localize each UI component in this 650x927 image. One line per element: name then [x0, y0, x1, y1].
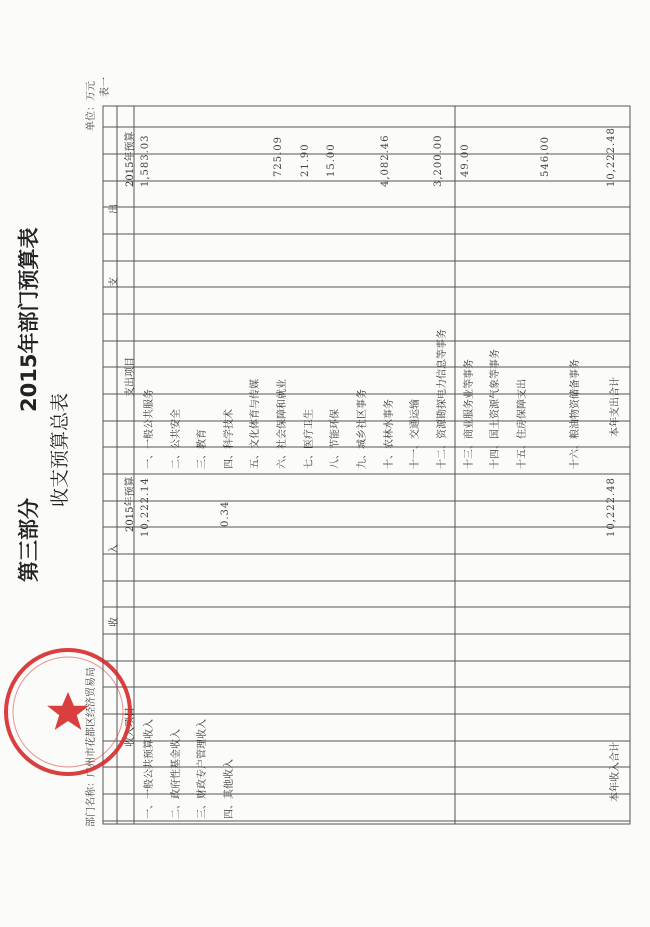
table-number: 表一 [100, 77, 111, 97]
expense-total-label: 本年支出合计 [610, 377, 621, 437]
expense-item-label: 十一、交通运输 [410, 399, 421, 469]
expense-value: 21.90 [300, 143, 311, 177]
income-item-label: 四、其他收入 [224, 759, 235, 819]
expense-item-col-header: 支出项目 [125, 357, 136, 397]
part-heading: 第三部分 [17, 498, 41, 582]
expense-value: 49.00 [460, 143, 471, 177]
expense-item-label: 四、科学技术 [224, 409, 235, 469]
expense-item-label: 十六、粮油物资储备事务 [570, 359, 581, 469]
expense-value: 4,082.46 [380, 134, 391, 187]
income-budget-col-header: 2015年预算 [125, 476, 136, 532]
expense-value: 725.09 [273, 136, 284, 177]
income-value: 0.34 [220, 500, 231, 527]
expense-item-label: 七、医疗卫生 [304, 409, 315, 469]
expense-item-label: 六、社会保障和就业 [277, 379, 288, 469]
expense-item-label: 二、公共安全 [171, 409, 182, 469]
expense-item-label: 三、教育 [197, 429, 208, 469]
income-item-label: 二、政府性基金收入 [171, 729, 182, 819]
expense-value: 3,200.00 [433, 134, 444, 187]
expense-total-value: 10,222.48 [606, 127, 617, 187]
income-total-value: 10,222.48 [606, 477, 617, 537]
expense-item-label: 一、一般公共服务 [144, 389, 155, 469]
expense-item-label: 八、节能环保 [330, 409, 341, 469]
expense-value: 546.00 [540, 136, 551, 177]
department-name: 部门名称：广州市花都区经济贸易局 [86, 667, 97, 827]
expense-item-label: 五、文化体育与传媒 [250, 379, 261, 469]
seal-star-icon [47, 692, 89, 730]
expense-item-label: 十三、商业服务业等事务 [464, 359, 475, 469]
income-value: 10,222.14 [140, 477, 151, 537]
income-item-col-header: 收入项目 [125, 707, 136, 747]
income-group-header: 收 入 [109, 513, 120, 627]
expense-item-label: 十四、国土资源气象等事务 [490, 349, 501, 469]
income-total-label: 本年收入合计 [610, 742, 621, 802]
expense-value: 1,583.03 [140, 134, 151, 187]
unit-label: 单位：万元 [86, 81, 97, 131]
expense-item-label: 九、城乡社区事务 [357, 389, 368, 469]
page-title: 2015年部门预算表 [17, 227, 41, 412]
expense-item-label: 十五、住房保障支出 [517, 379, 528, 469]
expense-group-header: 支 出 [109, 173, 120, 287]
income-item-label: 三、财政专户管理收入 [197, 719, 208, 819]
table-subtitle: 收支预算总表 [49, 392, 71, 507]
expense-item-label: 十二、资源勘探电力信息等事务 [437, 329, 448, 469]
expense-value: 15.00 [326, 143, 337, 177]
expense-item-label: 十、农林水事务 [384, 399, 395, 469]
expense-budget-col-header: 2015年预算 [125, 131, 136, 187]
income-item-label: 一、一般公共预算收入 [144, 719, 155, 819]
